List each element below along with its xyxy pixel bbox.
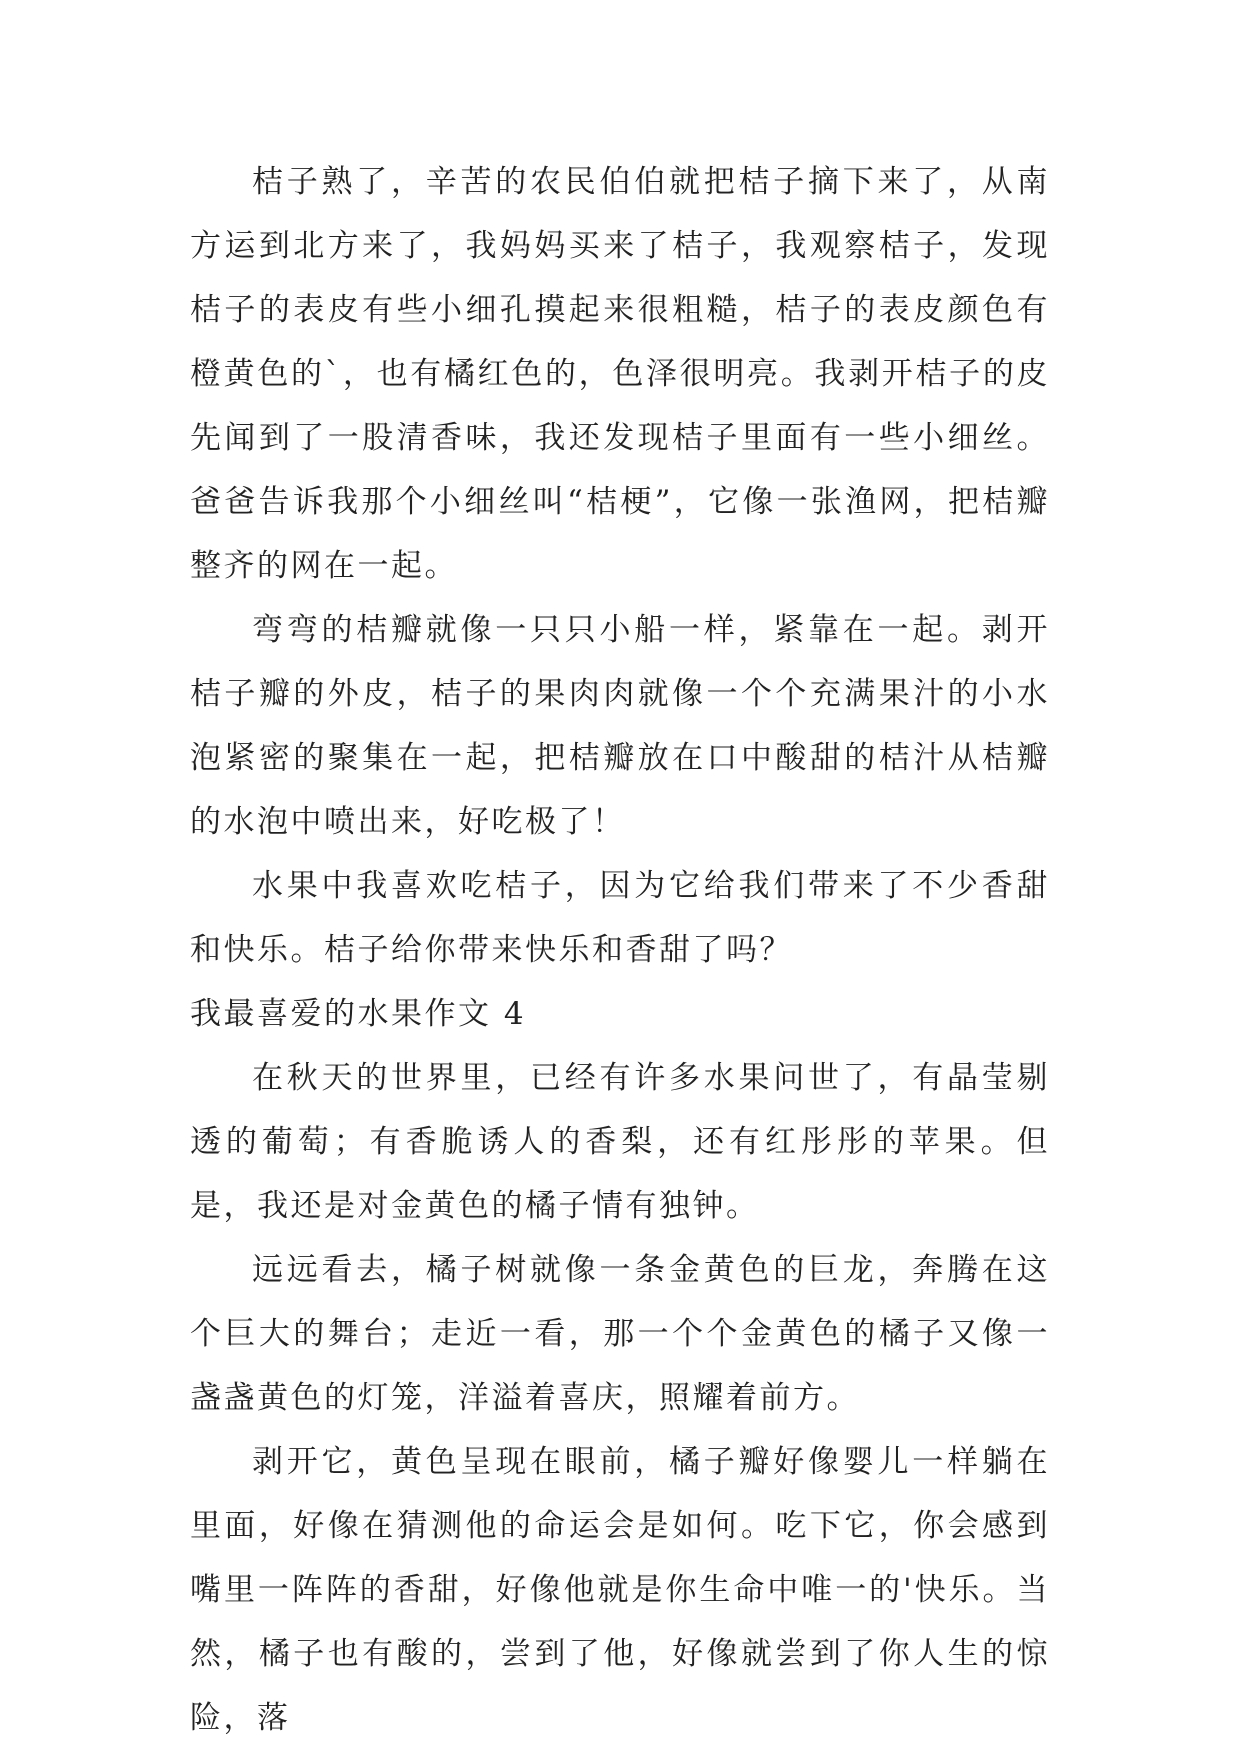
paragraph: 桔子熟了，辛苦的农民伯伯就把桔子摘下来了，从南方运到北方来了，我妈妈买来了桔子，我观察桔子，发现桔子的表皮有些小细孔摸起来很粗糙，桔子的表皮颜色有橙黄色的`，也有橘红色的，色泽很明亮。我剥开桔子的皮先闻到了一股清香味，我还发现桔子里面有一些小细丝。爸爸告诉我那个小细丝叫“桔梗”，它像一张渔网，把桔瓣整齐的网在一起。 bbox=[190, 164, 1050, 584]
paragraph: 剥开它，黄色呈现在眼前，橘子瓣好像婴儿一样躺在里面，好像在猜测他的命运会是如何。吃下它，你会感到嘴里一阵阵的香甜，好像他就是你生命中唯一的'快乐。当然，橘子也有酸的，尝到了他，好像就尝到了你人生的惊险，落 bbox=[190, 1444, 1050, 1736]
paragraph: 远远看去，橘子树就像一条金黄色的巨龙，奔腾在这个巨大的舞台；走近一看，那一个个金黄色的橘子又像一盏盏黄色的灯笼，洋溢着喜庆，照耀着前方。 bbox=[190, 1252, 1050, 1416]
paragraph: 水果中我喜欢吃桔子，因为它给我们带来了不少香甜和快乐。桔子给你带来快乐和香甜了吗？ bbox=[190, 868, 1050, 968]
section-heading: 我最喜爱的水果作文 4 bbox=[190, 996, 527, 1032]
paragraph: 弯弯的桔瓣就像一只只小船一样，紧靠在一起。剥开桔子瓣的外皮，桔子的果肉肉就像一个个充满果汁的小水泡紧密的聚集在一起，把桔瓣放在口中酸甜的桔汁从桔瓣的水泡中喷出来，好吃极了！ bbox=[190, 612, 1050, 840]
paragraph: 在秋天的世界里，已经有许多水果问世了，有晶莹剔透的葡萄；有香脆诱人的香梨，还有红彤彤的苹果。但是，我还是对金黄色的橘子情有独钟。 bbox=[190, 1060, 1050, 1224]
document-body bbox=[190, 150, 1050, 1750]
